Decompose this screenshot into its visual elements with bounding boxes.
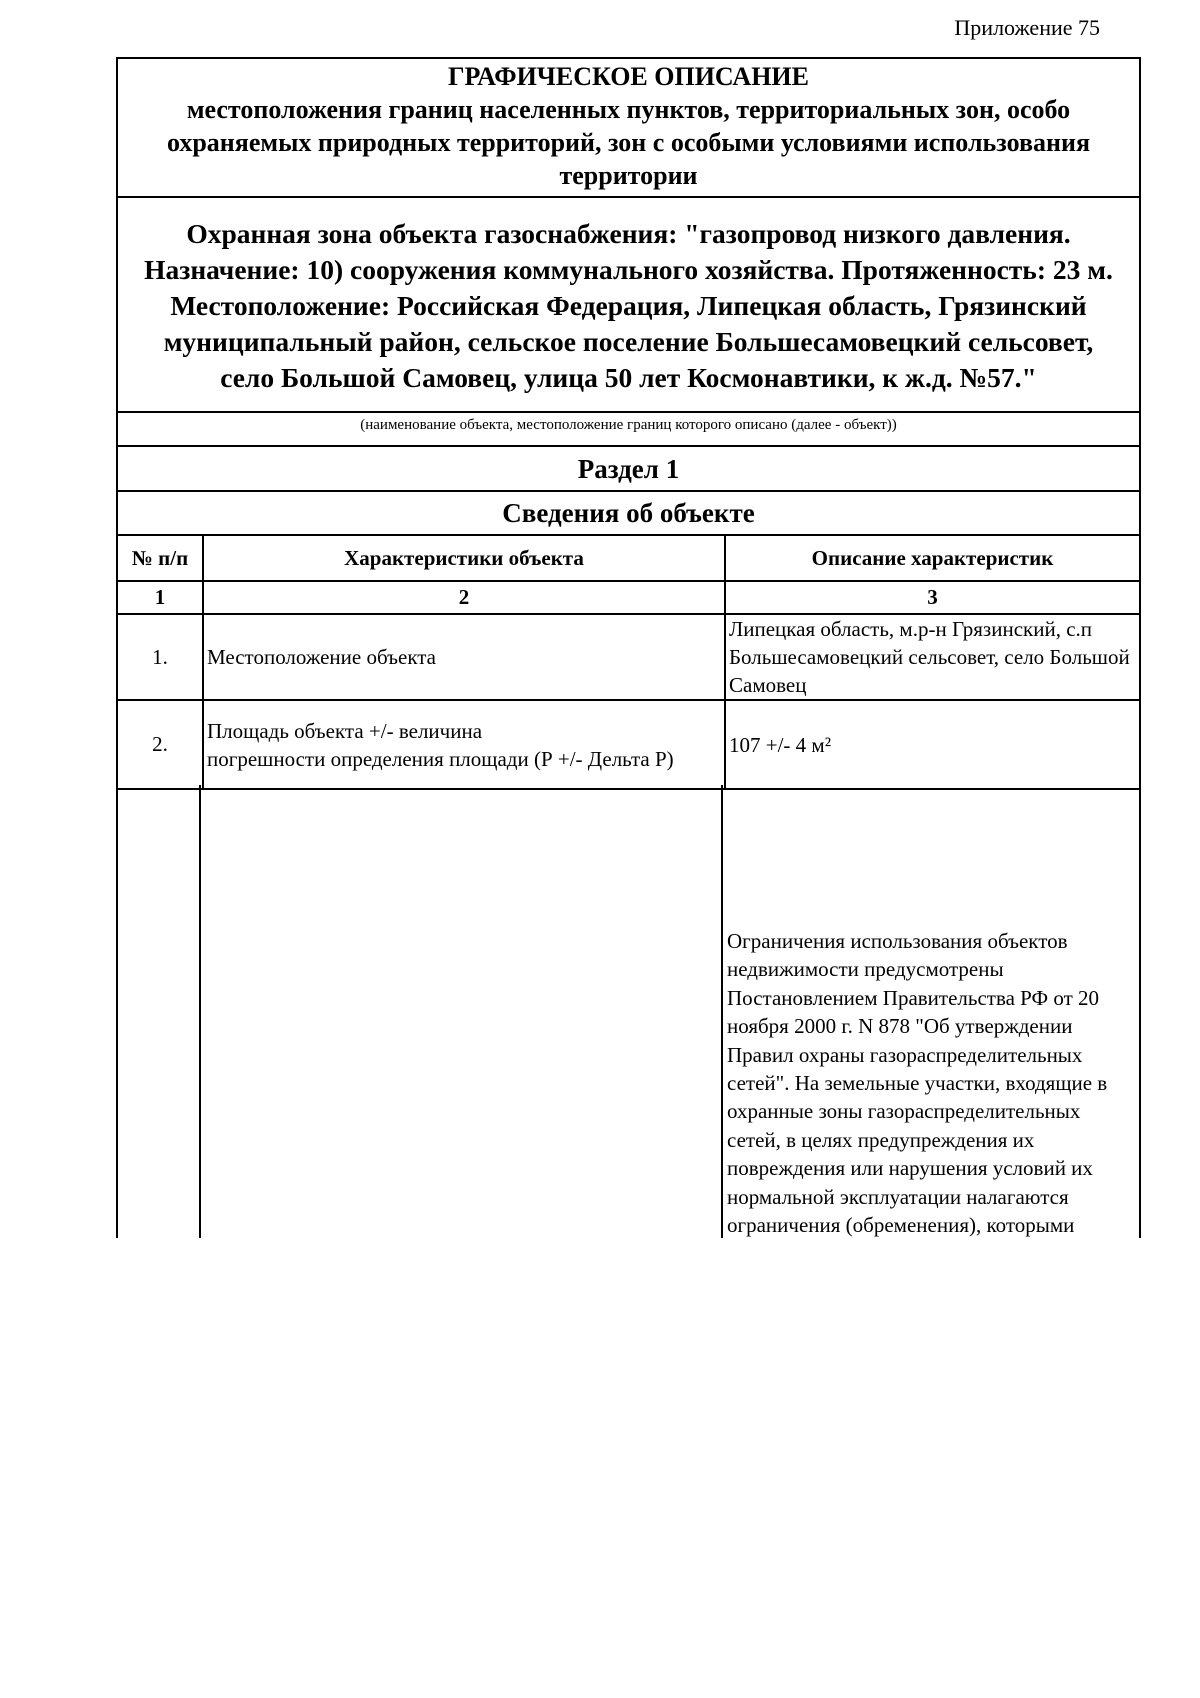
column-number: 3 (725, 581, 1139, 614)
section-title: Раздел 1 (118, 447, 1139, 492)
header-cell-characteristic: Характеристики объекта (203, 536, 725, 581)
row-index: 1. (118, 614, 203, 700)
document-subtitle: местоположения границ населенных пунктов, территориальных зон, особо охраняемых природных территорий, зон с особыми условиями использования территории (166, 95, 1091, 190)
title-block (118, 59, 1139, 198)
row-border-left (116, 785, 118, 1238)
object-name-line: село Большой Самовец, улица 50 лет Космонавтики, к ж.д. №57." (220, 362, 1037, 393)
header-cell-number: № п/п (118, 536, 203, 581)
column-number: 1 (118, 581, 203, 614)
row-characteristic: Местоположение объекта (203, 614, 725, 700)
header-cell-description: Описание характеристик (725, 536, 1139, 581)
row-characteristic-line: Площадь объекта +/- величина (207, 718, 483, 743)
appendix-label: Приложение 75 (954, 15, 1100, 40)
characteristics-table (118, 536, 1139, 790)
object-name-line: Назначение: 10) сооружения коммунального хозяйства. Протяженность: 23 м. (144, 254, 1113, 285)
object-name-block (118, 198, 1139, 413)
column-number: 2 (203, 581, 725, 614)
object-note: (наименование объекта, местоположение границ которого описано (далее - объект)) (118, 413, 1139, 447)
restrictions-row (116, 785, 1141, 1238)
document-title: ГРАФИЧЕСКОЕ ОПИСАНИЕ (448, 62, 809, 91)
object-name-line: муниципальный район, сельское поселение Большесамовецкий сельсовет, (163, 326, 1094, 357)
column-number-row (118, 581, 1139, 614)
row-border-right (1139, 785, 1141, 1238)
row-characteristic-line: погрешности определения площади (Р +/- Дельта Р) (207, 746, 674, 771)
row-border-col1 (199, 785, 201, 1238)
table-header-row (118, 536, 1139, 581)
row-border-col2 (721, 785, 723, 1238)
section-subtitle: Сведения об объекте (118, 492, 1139, 536)
row-description: Липецкая область, м.р-н Грязинский, с.п Большесамовецкий сельсовет, село Большой Самовец (725, 614, 1139, 700)
row-index: 2. (118, 700, 203, 789)
row-characteristic (203, 700, 725, 789)
table-row (118, 614, 1139, 700)
document-frame (116, 57, 1141, 790)
restrictions-description: Ограничения использования объектов недвижимости предусмотрены Постановлением Правительства РФ от 20 ноября 2000 г. N 878 "Об утверждении Правил охраны газораспределительных сетей". На земельные участки, входящие в охранные зоны газораспределительных сетей, в целях предупреждения их повреждения или нарушения условий их нормальной эксплуатации налагаются ограничения (обременения), которыми (727, 929, 1108, 1238)
row-description: 107 +/- 4 м² (725, 700, 1139, 789)
object-name-line: Местоположение: Российская Федерация, Липецкая область, Грязинский (170, 290, 1087, 321)
table-row (118, 700, 1139, 789)
object-name-line: Охранная зона объекта газоснабжения: "газопровод низкого давления. (186, 218, 1071, 249)
